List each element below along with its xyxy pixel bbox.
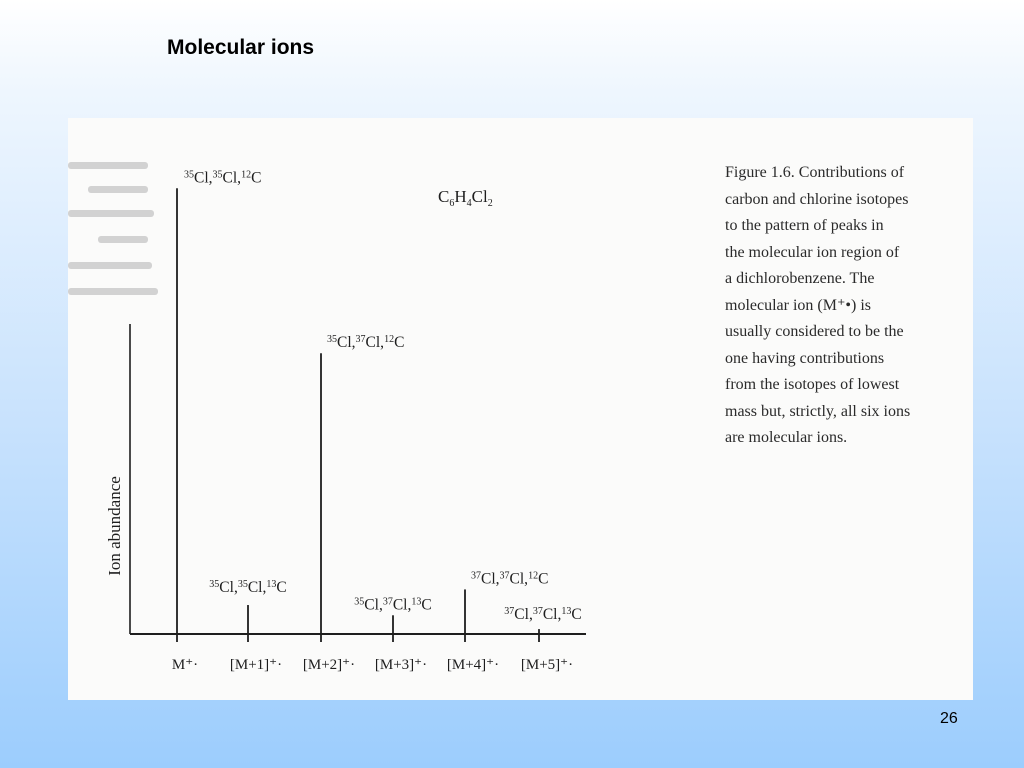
page-number: 26 [940,710,958,727]
caption-line-4: a dichlorobenzene. The [725,270,875,287]
x-tick-label-1: [M+1]⁺· [229,657,283,673]
peak-annotation-3: 35Cl,37Cl,13C [354,596,432,614]
y-axis-label: Ion abundance [105,476,124,576]
x-tick-label-4: [M+4]⁺· [446,657,500,673]
caption-line-2: to the pattern of peaks in [725,217,884,234]
peak-annotation-4: 37Cl,37Cl,12C [471,570,549,588]
caption-line-6: usually considered to be the [725,323,904,340]
caption-line-7: one having contributions [725,349,885,367]
figure-panel [68,118,973,700]
formula-label: C6H4Cl2 [438,187,493,209]
caption-line-10: are molecular ions. [725,429,848,446]
x-tick-label-5: [M+5]⁺· [520,657,574,673]
caption-line-8: from the isotopes of lowest [725,376,900,393]
x-tick-label-3: [M+3]⁺· [374,657,428,673]
caption-line-3: the molecular ion region of [725,243,900,261]
peak-annotation-5: 37Cl,37Cl,13C [504,606,582,624]
caption-line-9: mass but, strictly, all six ions [725,402,911,420]
slide-title: Molecular ions [167,36,315,59]
caption-line-1: carbon and chlorine isotopes [725,190,909,208]
peak-annotation-1: 35Cl,35Cl,13C [209,579,287,597]
caption-line-5: molecular ion (M⁺•) is [725,296,872,314]
caption-line-0: Figure 1.6. Contributions of [725,164,905,181]
peak-annotation-0: 35Cl,35Cl,12C [184,169,262,187]
figure-caption [725,160,960,452]
x-tick-label-2: [M+2]⁺· [302,657,356,673]
peak-annotation-2: 35Cl,37Cl,12C [327,334,405,352]
x-tick-label-0: M⁺· [171,657,199,673]
